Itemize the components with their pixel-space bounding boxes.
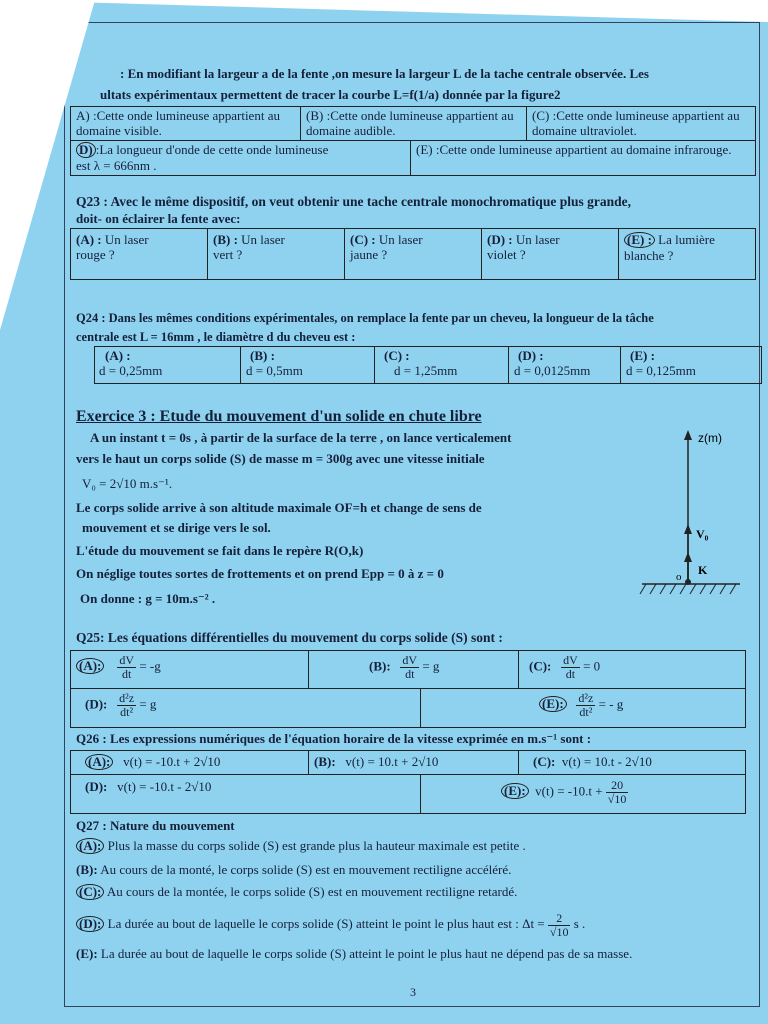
z-axis-arrow <box>684 430 692 440</box>
q26-option-d[interactable]: (D): v(t) = -10.t - 2√10 <box>71 775 421 813</box>
q22-option-c[interactable]: (C) :Cette onde lumineuse appartient au domaine ultraviolet. <box>532 108 740 138</box>
q27-option-c[interactable]: (C): Au cours de la montée, le corps solide (S) est en mouvement rectiligne retardé. <box>76 884 517 900</box>
q26-option-e[interactable]: (E): v(t) = -10.t + $\frac{20}{√10}$ <box>421 775 745 813</box>
q22-option-a[interactable]: A) :Cette onde lumineuse appartient au domaine visible. <box>71 107 301 140</box>
q23-table <box>70 228 756 280</box>
q26-option-c[interactable]: (C): v(t) = 10.t - 2√10 <box>533 754 652 769</box>
q25-option-b[interactable]: (B): $\frac{dV}{dt}$ = g <box>309 651 519 688</box>
ex3-line-2: vers le haut un corps solide (S) de masse m = 300g avec une vitesse initiale <box>76 451 485 466</box>
v0-label: V₀ <box>696 527 709 541</box>
origin-label: o <box>676 571 682 583</box>
k-label: K <box>698 563 708 577</box>
q23-option-c[interactable]: (C) : Un laser jaune ? <box>345 229 482 279</box>
q22-d-line1: :La longueur d'onde de cette onde lumineuse <box>95 142 329 157</box>
q25-option-c[interactable]: (C): $\frac{dV}{dt}$ = 0 <box>529 653 601 681</box>
ex3-line-1: A un instant t = 0s , à partir de la surface de la terre , on lance verticalement <box>90 430 512 445</box>
q24-title-2: centrale est L = 16mm , le diamètre d du cheveu est : <box>76 330 356 344</box>
k-arrow-head <box>684 552 692 562</box>
q24-option-e[interactable]: (E) : d = 0,125mm <box>626 348 696 378</box>
q24-option-a[interactable]: (A) : d = 0,25mm <box>95 347 241 383</box>
q23-option-b[interactable]: (B) : Un laser vert ? <box>208 229 345 279</box>
q26-table <box>70 750 746 814</box>
q24-table <box>94 346 762 384</box>
q23-title: Q23 : Avec le même dispositif, on veut obtenir une tache centrale monochromatique plus grande, <box>76 194 631 209</box>
q22-d-label: D) <box>76 142 96 158</box>
q26-option-b[interactable]: (B): v(t) = 10.t + 2√10 <box>309 751 519 774</box>
q25-title: Q25: Les équations différentielles du mouvement du corps solide (S) sont : <box>76 630 503 645</box>
q25-table <box>70 650 746 728</box>
q27-option-b[interactable]: (B): Au cours de la monté, le corps solide (S) est en mouvement rectiligne accéléré. <box>76 862 512 877</box>
q23-option-e[interactable]: (E) : La lumière blanche ? <box>624 232 715 263</box>
q27-option-a[interactable]: (A): Plus la masse du corps solide (S) est grande plus la hauteur maximale est petite . <box>76 838 526 854</box>
page-edge <box>0 0 768 22</box>
q25-option-a[interactable]: (A): $\frac{dV}{dt}$ = -g <box>71 651 309 688</box>
ex3-line-3: V₀ = 2√10 m.s⁻¹. <box>82 476 173 491</box>
q24-option-b[interactable]: (B) : d = 0,5mm <box>241 347 375 383</box>
q22-option-b[interactable]: (B) :Cette onde lumineuse appartient au domaine audible. <box>301 107 527 140</box>
ex3-line-6: L'étude du mouvement se fait dans le repère R(O,k) <box>76 543 364 558</box>
origin-point <box>685 579 691 585</box>
q24-option-d[interactable]: (D) : d = 0,0125mm <box>509 347 621 383</box>
exercise-3-title: Exercice 3 : Etude du mouvement d'un solide en chute libre <box>76 408 482 425</box>
q23-title-2: doit- on éclairer la fente avec: <box>76 211 241 226</box>
q22-table <box>70 106 756 176</box>
q26-option-a[interactable]: (A): v(t) = -10.t + 2√10 <box>71 751 309 774</box>
v0-arrow-head <box>684 524 692 534</box>
page-number: 3 <box>410 985 416 999</box>
q26-title: Q26 : Les expressions numériques de l'équation horaire de la vitesse exprimée en m.s⁻¹ sont : <box>76 731 592 746</box>
q27-option-e[interactable]: (E): La durée au bout de laquelle le corps solide (S) atteint le point le plus haut ne dépend pas de sa masse. <box>76 946 633 961</box>
q22-option-d[interactable] <box>71 141 411 175</box>
ex3-line-4: Le corps solide arrive à son altitude maximale OF=h et change de sens de <box>76 500 482 515</box>
q23-option-d[interactable]: (D) : Un laser violet ? <box>482 229 619 279</box>
ex3-line-8: On donne : g = 10m.s⁻² . <box>80 591 216 606</box>
q22-option-e[interactable]: (E) :Cette onde lumineuse appartient au domaine infrarouge. <box>416 142 732 157</box>
ex3-line-5: mouvement et se dirige vers le sol. <box>82 520 271 535</box>
intro-line-1: : En modifiant la largeur a de la fente ,on mesure la largeur L de la tache centrale observée. Les <box>120 66 649 81</box>
q25-option-e[interactable]: (E): $\frac{\text{d²z}}{\text{dt²}}$ = - g <box>421 689 745 727</box>
q27-title: Q27 : Nature du mouvement <box>76 818 235 833</box>
q22-d-line2: est λ = 666nm . <box>76 158 157 173</box>
motion-figure <box>630 424 750 610</box>
q23-option-a[interactable]: (A) : Un laser rouge ? <box>71 229 208 279</box>
q24-option-c[interactable]: (C) : d = 1,25mm <box>375 347 509 383</box>
q24-title: Q24 : Dans les mêmes conditions expérimentales, on remplace la fente par un cheveu, la longueur de la tâche <box>76 311 654 325</box>
intro-line-2: ultats expérimentaux permettent de tracer la courbe L=f(1/a) donnée par la figure2 <box>100 87 561 102</box>
ground-hatching <box>640 584 736 594</box>
folded-corner <box>0 0 95 330</box>
q27-option-d[interactable]: (D): La durée au bout de laquelle le corps solide (S) atteint le point le plus haut est : Δt = $\frac{2}{√10}$ s . <box>76 910 585 939</box>
q25-option-d[interactable]: (D): $\frac{\text{d²z}}{\text{dt²}}$ = g <box>71 689 421 727</box>
z-axis-label: z(m) <box>698 431 722 445</box>
ex3-line-7: On néglige toutes sortes de frottements et on prend Epp = 0 à z = 0 <box>76 566 444 581</box>
